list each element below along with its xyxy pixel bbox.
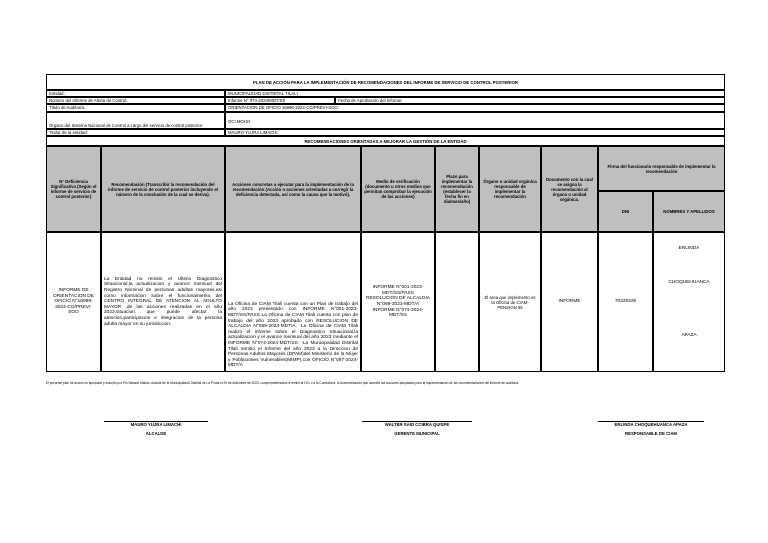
titulo-label: Título de Auditoría:: [46, 104, 225, 112]
informe-label: Número del Informe de Alerta de Control:: [46, 97, 225, 104]
titulo-value: ORIENTACION DE OFICIO 16998-2024-CG/PREVI-SOO.: [225, 104, 725, 112]
informe-value: Informe N° 074-2024/MDT/SS: [225, 97, 335, 104]
cell-nombres: [653, 232, 725, 372]
header-acciones: Acciones concretas a ejecutar para la implementación de la recomendación (Acción o acciones orientadas a corregir la deficiencia detectada, así como la causa que la motivó).: [225, 146, 361, 232]
header-plazo: Plazo para implementar la recomendación (establecer la fecha fin en dia/mes/año): [435, 146, 479, 232]
acciones-text: La Oficina de CIAM Tilali cuenta con un Plan de trabajo del año 2023 presentado con INFORME N°001-2023-MDT/SS/PASS La Oficina de CIAM Tilali cuenta con plan de trabajo del año 2023 aprobado con RESOLUCION DE ALCALDIA N°089-2023-MDT/A. -La Oficina de CIAM Tilali realizo el informe sobre el Diagnostico Situacional,la actualizacion y el avance mensual del año 2023 mediante el INFORME N°074-2024-MDT/SS. -La Municipalidad Distrital Tilali remitio el Informe del año 2023 a la Direccion de Personas Adultos Mayores (DPAM)del Ministerio de la Mujer y Poblaciones Vulnerables(MIMP),con OFICIO N°097-2024-MDT/A: [228, 301, 358, 369]
header-medio: Medio de verificación (documento u otros medios que permitan comprobar la ejecución de las acciones): [361, 146, 435, 232]
cell-organo: El area que implemento es la Oficina de CIAM-PENSION 65: [479, 232, 541, 372]
header-deficiencia: N° Deficiencia Significativa (Según el informe de servicio de control posterior): [46, 146, 101, 232]
signature-role-responsable: RESPONSABLE DE CIAM: [624, 431, 678, 436]
oci-value-text: OCI MOHO: [228, 119, 251, 124]
cell-documento: INFORME: [541, 232, 598, 372]
nombre-line-2: CHOQUEHUANCA: [668, 280, 710, 285]
oci-value: [225, 112, 725, 129]
signature-name-responsable: ERLINDA CHOQUEHUANCA APAZA: [614, 422, 688, 427]
header-documento: Documento con la cual se asigna la recomendación al órgano o unidad orgánica.: [541, 146, 598, 232]
form-title: PLAN DE ACCIÓN PARA LA IMPLEMENTACIÓN DE RECOMENDACIONES DEL INFORME DE SERVICIO DE CONTROL POSTERIOR: [46, 74, 725, 90]
titular-label: Titular de la entidad:: [46, 129, 225, 136]
cell-plazo: [435, 232, 479, 372]
signature-role-alcalde: ALCALDE: [145, 431, 167, 436]
nombre-line-3: APAZA: [681, 333, 697, 338]
footnote: El presente plan de acción es aprobado y suscrito por Pio Salazar Mlasto, Alcalde de la Municipalidad Distrital de La Punta el 29 de diciembre de 2023, comprometiéndose a remitir al OCI o a la Contraloría, la documentación que acredite las acciones adoptadas para la implementación de las recomendaciones del informe de auditoría.: [46, 381, 520, 385]
section-title: RECOMENDACIONES ORIENTADAS A MEJORAR LA GESTIÓN DE LA ENTIDAD: [46, 136, 725, 146]
organo-label: [46, 112, 225, 129]
entidad-label: Entidad:: [46, 90, 225, 97]
entidad-value: MUNICIPALIDAD DISTRITAL TILALI: [225, 90, 725, 97]
nombre-line-1: ERLINDA: [678, 246, 700, 251]
organo-label-text: Órgano del Sistema Nacional de Control a cargo del servicio de control posterior:: [49, 123, 204, 128]
header-organo: Órgano o unidad orgánica responsable de implementar la recomendación: [479, 146, 541, 232]
signature-name-alcalde: MAURO YUJRA LIMACHI: [130, 422, 182, 427]
signature-role-gerente: GERENTE MUNICIPAL: [394, 431, 440, 436]
titular-value: MAURO YUJRA LIMACHI: [225, 129, 725, 136]
cell-acciones: [225, 232, 361, 372]
recomendacion-text: La Entidad no remitio el Ultimo Diagnostico Situacional,la actualizacion y avance mensual del Registro Nominal de personas adultas mayores,asi como informacion sobre el funcionamiento del CENTRO INTEGRAL DE ATENCION AL ADULTO MAYOR ,de las acciones realizadas en el año 2023,situacion que puede afectar la atencion,participacion e integracion de la persona adulta mayor en su jurisdiccion.: [104, 276, 222, 327]
cell-medio: INFORME N°001-2023-MDT/SS/PASS RESOLUCION DE ALCALDIA N°089-2023-MDT/A INFORME N°074-2024-MDT/SS: [361, 232, 435, 372]
cell-dni: 70329326: [598, 232, 653, 372]
header-recomendacion: Recomendación (Transcribir la recomendación del informe de servicio de control posterior incluyendo el número de la conclusión de la cual se deriva).: [101, 146, 225, 232]
header-nombres: NOMBRES Y APELLIDOS: [653, 191, 725, 232]
header-dni: DNI: [598, 191, 653, 232]
header-firma: Firma del funcionario responsable de implementar la recomendación: [598, 146, 725, 191]
signature-name-gerente: WALTER SAID CCIBRA QUISPE: [384, 422, 450, 427]
cell-deficiencia: INFORME DE ORIENTACION DE OFICIO N°16998-2024-CG/PREVI-SOO: [46, 232, 101, 372]
fecha-label: Fecha de Aprobación del Informe:: [335, 97, 725, 104]
cell-recomendacion: [101, 232, 225, 372]
